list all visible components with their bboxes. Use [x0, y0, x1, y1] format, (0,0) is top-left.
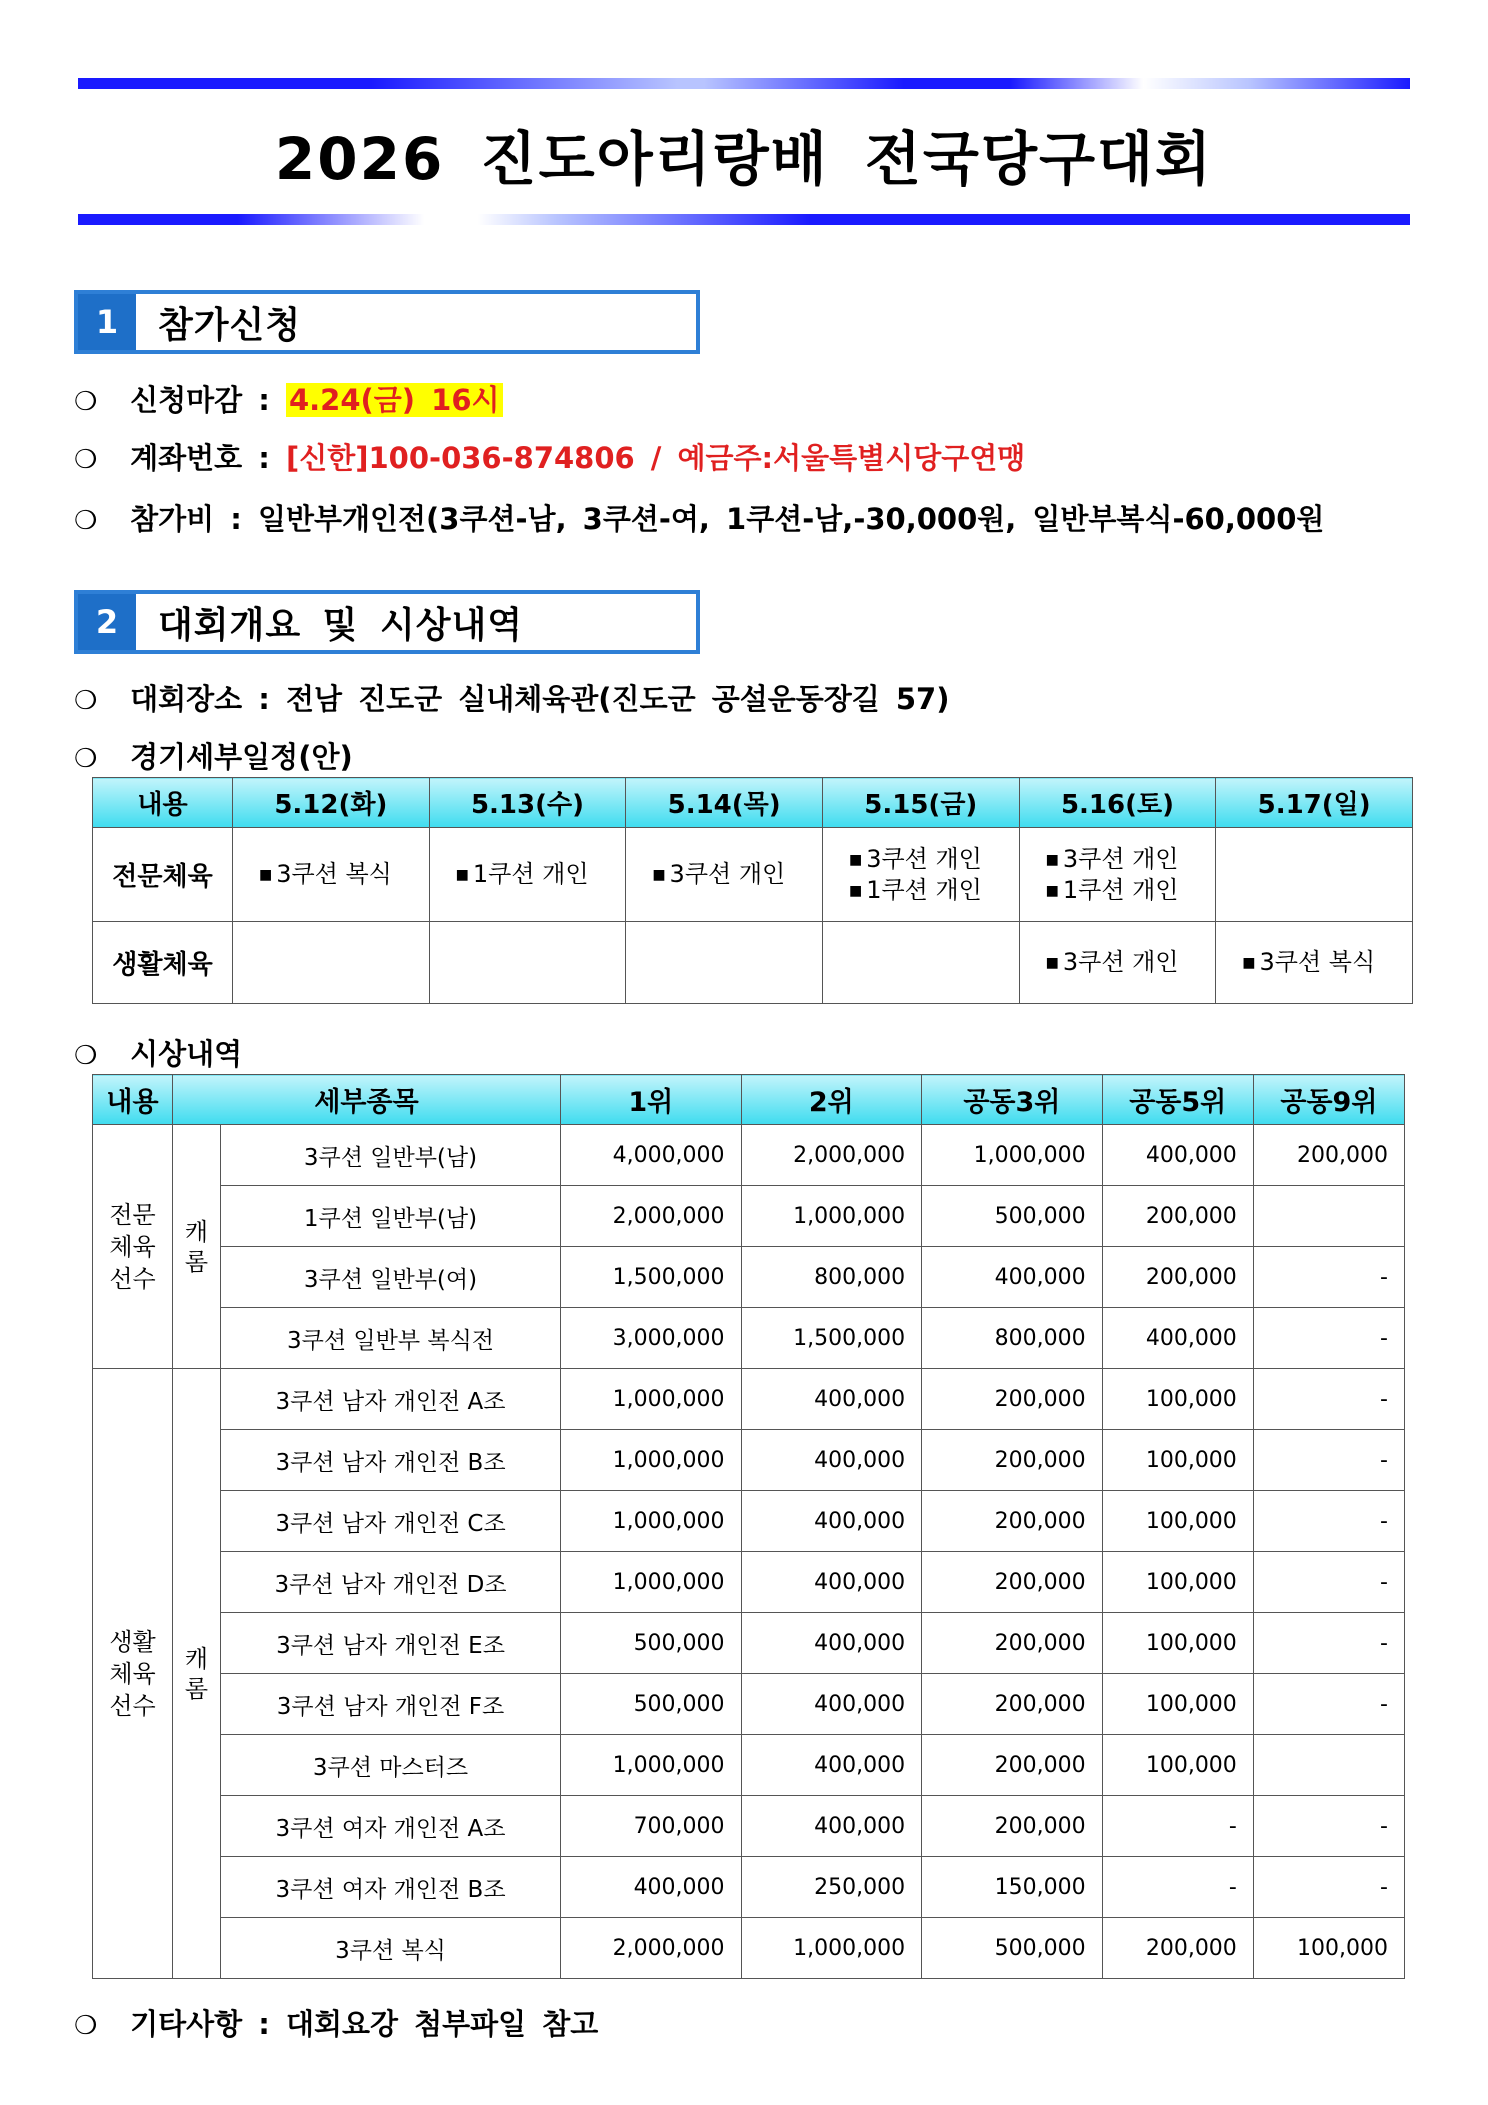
prize-event-name: 3쿠션 일반부(남) [221, 1125, 561, 1186]
prize-amount: 100,000 [1102, 1552, 1253, 1613]
prize-amount: 400,000 [741, 1369, 922, 1430]
prize-amount: 800,000 [922, 1308, 1103, 1369]
prize-header-cell: 세부종목 [173, 1075, 561, 1125]
schedule-cell [822, 922, 1019, 1004]
schedule-event [849, 875, 1019, 906]
prize-amount: 2,000,000 [741, 1125, 922, 1186]
schedule-header-cell: 내용 [93, 778, 233, 828]
venue-value: 전남 진도군 실내체육관(진도군 공설운동장길 57) [285, 682, 950, 716]
prize-amount: 400,000 [561, 1857, 742, 1918]
prize-amount: 1,000,000 [561, 1430, 742, 1491]
prize-amount: - [1253, 1613, 1404, 1674]
account-label: 계좌번호 : [130, 441, 270, 475]
prize-row [93, 1918, 1405, 1979]
etc-value: 대회요강 첨부파일 참고 [285, 2007, 599, 2041]
prize-event-name: 3쿠션 일반부 복식전 [221, 1308, 561, 1369]
prize-amount: 200,000 [922, 1552, 1103, 1613]
schedule-row [93, 922, 1413, 1004]
prize-amount: 100,000 [1253, 1918, 1404, 1979]
prize-amount: 1,500,000 [561, 1247, 742, 1308]
deadline-line [74, 378, 503, 419]
square-bullet-icon: ■ [652, 867, 666, 883]
prize-group-label-line: 선수 [109, 1264, 156, 1293]
schedule-event [849, 844, 1019, 875]
prize-amount: 1,000,000 [561, 1491, 742, 1552]
prize-event-name: 3쿠션 남자 개인전 A조 [221, 1369, 561, 1430]
prize-amount: 200,000 [1253, 1125, 1404, 1186]
account-value: [신한]100-036-874806 / 예금주:서울특별시당구연맹 [285, 441, 1026, 475]
prize-amount: 400,000 [922, 1247, 1103, 1308]
prize-header-cell: 1위 [561, 1075, 742, 1125]
schedule-cell [1019, 922, 1216, 1004]
fee-value: 일반부개인전(3쿠션-남, 3쿠션-여, 1쿠션-남,-30,000원, 일반부복식-60,000원 [257, 502, 1325, 536]
prize-group-label-line: 체육 [109, 1659, 156, 1688]
prize-amount: - [1253, 1369, 1404, 1430]
prize-row [93, 1613, 1405, 1674]
schedule-header-cell: 5.12(화) [233, 778, 430, 828]
circle-bullet-icon: ❍ [74, 686, 98, 716]
prize-amount: 200,000 [922, 1735, 1103, 1796]
schedule-heading-line [74, 735, 353, 776]
schedule-event-label: 3쿠션 개인 [1062, 948, 1179, 976]
deadline-label: 신청마감 : [130, 383, 270, 417]
schedule-event [456, 859, 626, 890]
prize-amount: 500,000 [922, 1918, 1103, 1979]
prize-event-name: 1쿠션 일반부(남) [221, 1186, 561, 1247]
prize-amount: - [1253, 1247, 1404, 1308]
prize-amount: - [1102, 1796, 1253, 1857]
prize-amount: - [1253, 1857, 1404, 1918]
prize-amount: 200,000 [922, 1674, 1103, 1735]
schedule-header-cell: 5.16(토) [1019, 778, 1216, 828]
fee-label: 참가비 : [130, 502, 242, 536]
prize-amount: 4,000,000 [561, 1125, 742, 1186]
prize-amount: - [1253, 1552, 1404, 1613]
section-2-header [74, 590, 700, 654]
prize-amount: 1,000,000 [561, 1735, 742, 1796]
schedule-event-label: 3쿠션 복식 [276, 860, 392, 888]
schedule-header-cell: 5.13(수) [429, 778, 626, 828]
prize-subgroup-label-line: 롬 [184, 1247, 209, 1276]
prize-amount: 500,000 [922, 1186, 1103, 1247]
schedule-event-label: 3쿠션 개인 [1062, 844, 1179, 873]
prize-row [93, 1674, 1405, 1735]
schedule-header-cell: 5.17(일) [1216, 778, 1413, 828]
prize-event-name: 3쿠션 남자 개인전 C조 [221, 1491, 561, 1552]
title-bottom-bar [78, 214, 1410, 225]
square-bullet-icon: ■ [1045, 882, 1059, 899]
square-bullet-icon: ■ [1045, 955, 1059, 971]
prize-header-cell: 내용 [93, 1075, 173, 1125]
prize-amount: 700,000 [561, 1796, 742, 1857]
square-bullet-icon: ■ [1242, 955, 1256, 971]
prize-group-label-line: 전문 [109, 1200, 156, 1229]
prize-group-label [93, 1369, 173, 1979]
prize-header-cell: 2위 [741, 1075, 922, 1125]
schedule-row [93, 828, 1413, 922]
prize-amount: 400,000 [1102, 1308, 1253, 1369]
schedule-event-label: 3쿠션 개인 [669, 860, 786, 888]
square-bullet-icon: ■ [455, 867, 469, 883]
prize-amount: 500,000 [561, 1674, 742, 1735]
prize-amount: - [1253, 1674, 1404, 1735]
prize-amount: 100,000 [1102, 1430, 1253, 1491]
prize-amount: 1,000,000 [741, 1918, 922, 1979]
schedule-event [652, 859, 822, 890]
schedule-event [259, 859, 429, 890]
prize-amount: 400,000 [741, 1796, 922, 1857]
prize-amount: - [1253, 1796, 1404, 1857]
schedule-cell [233, 922, 430, 1004]
prize-row [93, 1552, 1405, 1613]
prize-subgroup-label [173, 1125, 221, 1369]
prize-amount: 400,000 [741, 1613, 922, 1674]
prize-row [93, 1186, 1405, 1247]
prize-amount: 2,000,000 [561, 1918, 742, 1979]
schedule-event [1242, 947, 1412, 978]
circle-bullet-icon: ❍ [74, 387, 98, 417]
square-bullet-icon: ■ [1045, 851, 1059, 868]
schedule-cell [626, 828, 823, 922]
venue-label: 대회장소 : [130, 682, 270, 716]
prize-subgroup-label-line: 캐 [184, 1644, 209, 1673]
prize-amount: 100,000 [1102, 1491, 1253, 1552]
prize-row [93, 1796, 1405, 1857]
section-2-title: 대회개요 및 시상내역 [158, 604, 524, 646]
prize-amount: 200,000 [1102, 1186, 1253, 1247]
prize-amount: 1,000,000 [561, 1369, 742, 1430]
prize-group-label [93, 1125, 173, 1369]
section-1-number: 1 [78, 294, 136, 350]
prize-heading-line [74, 1032, 242, 1073]
prize-amount: 3,000,000 [561, 1308, 742, 1369]
prize-amount: 200,000 [922, 1430, 1103, 1491]
prize-amount: - [1253, 1308, 1404, 1369]
prize-event-name: 3쿠션 마스터즈 [221, 1735, 561, 1796]
schedule-header-cell: 5.14(목) [626, 778, 823, 828]
prize-event-name: 3쿠션 일반부(여) [221, 1247, 561, 1308]
prize-row [93, 1491, 1405, 1552]
venue-line [74, 677, 950, 718]
prize-subgroup-label-line: 롬 [184, 1674, 209, 1703]
prize-amount: - [1102, 1857, 1253, 1918]
prize-subgroup-label [173, 1369, 221, 1979]
prize-amount: 200,000 [1102, 1247, 1253, 1308]
prize-amount: 200,000 [1102, 1918, 1253, 1979]
prize-row [93, 1247, 1405, 1308]
prize-amount: - [1253, 1491, 1404, 1552]
prize-subgroup-label-line: 캐 [184, 1217, 209, 1246]
schedule-cell [822, 828, 1019, 922]
prize-header-cell: 공동9위 [1253, 1075, 1404, 1125]
circle-bullet-icon: ❍ [74, 2011, 98, 2041]
prize-amount: 800,000 [741, 1247, 922, 1308]
schedule-cell [429, 922, 626, 1004]
prize-amount: 200,000 [922, 1613, 1103, 1674]
prize-amount: 200,000 [922, 1491, 1103, 1552]
square-bullet-icon: ■ [848, 851, 863, 868]
schedule-cell [1216, 828, 1413, 922]
prize-amount: 100,000 [1102, 1674, 1253, 1735]
schedule-event [1046, 947, 1216, 978]
prize-amount: 100,000 [1102, 1369, 1253, 1430]
fee-line [74, 497, 1324, 538]
schedule-event-label: 3쿠션 개인 [866, 844, 982, 873]
prize-amount: 100,000 [1102, 1613, 1253, 1674]
circle-bullet-icon: ❍ [74, 445, 98, 475]
prize-amount: 400,000 [741, 1491, 922, 1552]
section-2-number: 2 [78, 594, 136, 650]
prize-amount: 1,000,000 [741, 1186, 922, 1247]
prize-row [93, 1857, 1405, 1918]
schedule-event-label: 1쿠션 개인 [1062, 875, 1179, 904]
prize-amount: 250,000 [741, 1857, 922, 1918]
prize-event-name: 3쿠션 여자 개인전 A조 [221, 1796, 561, 1857]
prize-amount: 1,000,000 [561, 1552, 742, 1613]
prize-amount: 200,000 [922, 1796, 1103, 1857]
square-bullet-icon: ■ [259, 867, 273, 883]
circle-bullet-icon: ❍ [74, 1041, 98, 1071]
prize-heading: 시상내역 [130, 1037, 243, 1071]
account-line [74, 436, 1025, 477]
prize-amount: 500,000 [561, 1613, 742, 1674]
deadline-value: 4.24(금) 16시 [286, 383, 503, 417]
prize-row [93, 1125, 1405, 1186]
prize-row [93, 1735, 1405, 1796]
prize-amount: 100,000 [1102, 1735, 1253, 1796]
page-title: 2026 진도아리랑배 전국당구대회 [274, 125, 1214, 193]
prize-amount: - [1253, 1430, 1404, 1491]
prize-event-name: 3쿠션 남자 개인전 F조 [221, 1674, 561, 1735]
prize-row [93, 1308, 1405, 1369]
prize-amount: 400,000 [1102, 1125, 1253, 1186]
prize-amount: 2,000,000 [561, 1186, 742, 1247]
schedule-event-label: 3쿠션 복식 [1259, 948, 1376, 976]
prize-amount: 400,000 [741, 1735, 922, 1796]
prize-header-cell: 공동3위 [922, 1075, 1103, 1125]
schedule-row-label: 생활체육 [93, 922, 233, 1004]
schedule-event [1046, 875, 1216, 906]
schedule-cell [233, 828, 430, 922]
prize-event-name: 3쿠션 남자 개인전 E조 [221, 1613, 561, 1674]
prize-amount: 200,000 [922, 1369, 1103, 1430]
section-1-header [74, 290, 700, 354]
prize-amount: 1,000,000 [922, 1125, 1103, 1186]
circle-bullet-icon: ❍ [74, 506, 98, 536]
prize-group-label-line: 선수 [109, 1691, 156, 1720]
prize-event-name: 3쿠션 복식 [221, 1918, 561, 1979]
prize-group-label-line: 생활 [109, 1627, 156, 1656]
prize-event-name: 3쿠션 남자 개인전 B조 [221, 1430, 561, 1491]
prize-event-name: 3쿠션 여자 개인전 B조 [221, 1857, 561, 1918]
prize-row [93, 1430, 1405, 1491]
prize-amount: 400,000 [741, 1430, 922, 1491]
prize-amount [1253, 1186, 1404, 1247]
prize-amount: 150,000 [922, 1857, 1103, 1918]
prize-row [93, 1369, 1405, 1430]
circle-bullet-icon: ❍ [74, 744, 98, 774]
schedule-cell [626, 922, 823, 1004]
prize-amount: 400,000 [741, 1674, 922, 1735]
schedule-row-label: 전문체육 [93, 828, 233, 922]
prize-header-cell: 공동5위 [1102, 1075, 1253, 1125]
prize-amount [1253, 1735, 1404, 1796]
square-bullet-icon: ■ [848, 882, 863, 899]
schedule-cell [429, 828, 626, 922]
schedule-event-label: 1쿠션 개인 [472, 860, 589, 888]
section-1-title: 참가신청 [158, 304, 302, 346]
etc-label: 기타사항 : [130, 2007, 270, 2041]
prize-amount: 1,500,000 [741, 1308, 922, 1369]
etc-line [74, 2002, 598, 2043]
schedule-header-cell: 5.15(금) [822, 778, 1019, 828]
schedule-table [92, 777, 1413, 1004]
prize-group-label-line: 체육 [109, 1232, 156, 1261]
prize-event-name: 3쿠션 남자 개인전 D조 [221, 1552, 561, 1613]
schedule-cell [1019, 828, 1216, 922]
schedule-event [1046, 844, 1216, 875]
schedule-cell [1216, 922, 1413, 1004]
schedule-heading: 경기세부일정(안) [130, 740, 353, 774]
prize-table [92, 1074, 1405, 1979]
title-top-bar [78, 78, 1410, 89]
prize-amount: 400,000 [741, 1552, 922, 1613]
schedule-event-label: 1쿠션 개인 [866, 875, 982, 904]
